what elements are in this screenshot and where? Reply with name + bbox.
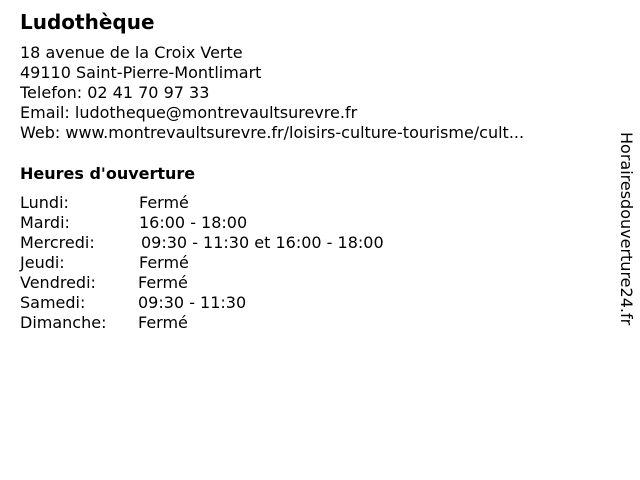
watermark-text: Horairesdouverture24.fr xyxy=(617,132,636,326)
page-title: Ludothèque xyxy=(20,10,155,34)
day-hours: 16:00 - 18:00 xyxy=(139,213,248,232)
contact-block xyxy=(20,43,524,143)
day-label: Vendredi: xyxy=(20,273,96,292)
day-label: Jeudi: xyxy=(20,253,65,272)
email-text: Email: ludotheque@montrevaultsurevre.fr xyxy=(20,103,358,122)
phone-text: Telefon: 02 41 70 97 33 xyxy=(20,83,210,102)
hours-heading: Heures d'ouverture xyxy=(20,164,196,183)
day-label: Lundi: xyxy=(20,193,69,212)
day-hours: Fermé xyxy=(139,253,189,272)
day-hours: Fermé xyxy=(138,273,188,292)
address-street: 18 avenue de la Croix Verte xyxy=(20,43,243,62)
day-hours: 09:30 - 11:30 xyxy=(138,293,247,312)
day-hours: Fermé xyxy=(139,193,189,212)
day-hours: 09:30 - 11:30 et 16:00 - 18:00 xyxy=(141,233,384,252)
day-hours: Fermé xyxy=(138,313,188,332)
website-text: Web: www.montrevaultsurevre.fr/loisirs-culture-tourisme/cult... xyxy=(20,123,525,142)
address-city: 49110 Saint-Pierre-Montlimart xyxy=(20,63,262,82)
day-label: Mardi: xyxy=(20,213,70,232)
day-label: Dimanche: xyxy=(20,313,107,332)
day-label: Samedi: xyxy=(20,293,86,312)
day-label: Mercredi: xyxy=(20,233,95,252)
